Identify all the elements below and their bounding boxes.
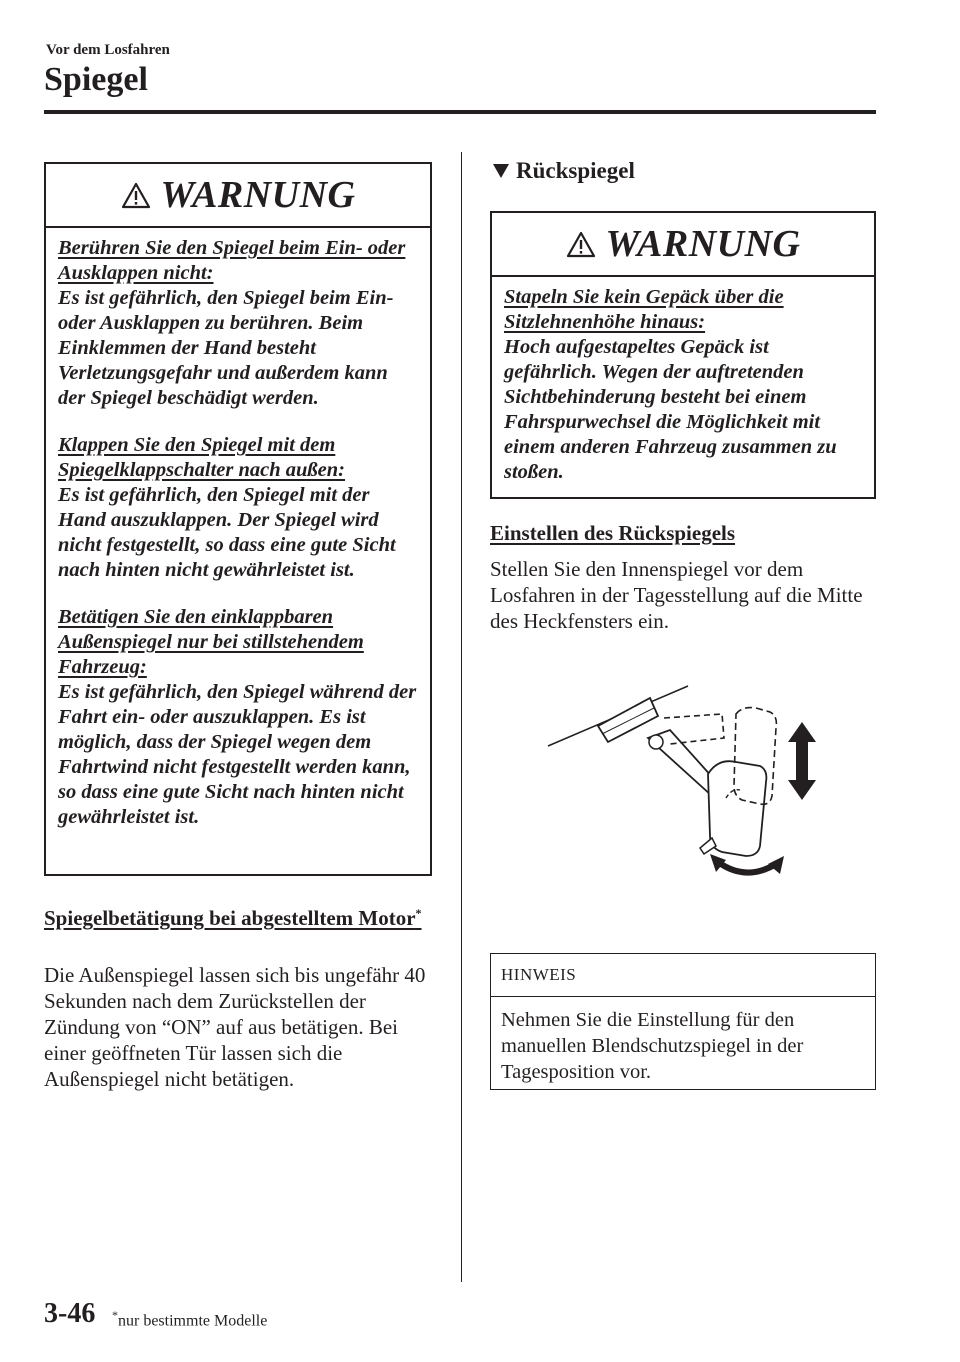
subheading-adjust-mirror: Einstellen des Rückspiegels [490,521,736,545]
note-body: Nehmen Sie die Einstellung für den manuellen Blendschutzspiegel in der Tagesposition vor. [501,1009,804,1083]
warning-header [46,164,430,228]
rearview-mirror-illustration [540,678,830,888]
note-box [490,953,876,1090]
warning-heading: Berühren Sie den Spiegel beim Ein- oder Ausklappen nicht: [58,237,406,284]
model-mark: * [415,906,422,920]
warning-box-left [44,162,432,876]
footnote-mark: * [112,1308,118,1322]
column-divider [461,152,462,1282]
warning-box-right [490,211,876,499]
warning-heading: Klappen Sie den Spiegel mit dem Spiegelklappschalter nach außen: [58,434,346,481]
warning-text: Es ist gefährlich, den Spiegel beim Ein- oder Ausklappen zu berühren. Beim Einklemmen der Hand besteht Verletzungsgefahr und außerdem kann der Spiegel beschädigt werden. [58,287,394,409]
warning-triangle-icon [121,182,151,209]
warning-text: Es ist gefährlich, den Spiegel während der Fahrt ein- oder auszuklappen. Es ist möglich, dass der Spiegel wegen dem Fahrtwind nicht festgestellt werden kann, so dass eine gute Sicht nach hinten nicht gewährleistet ist. [58,681,417,828]
warning-triangle-icon [566,231,596,258]
warning-paragraph [504,285,862,485]
footnote-text: nur bestimmte Modelle [118,1312,268,1330]
warning-label: WARNUNG [160,174,356,216]
section-title [492,158,635,184]
warning-heading: Stapeln Sie kein Gepäck über die Sitzlehnenhöhe hinaus: [504,286,784,333]
warning-body [46,228,430,840]
page-number: 3-46 [44,1298,96,1329]
warning-label: WARNUNG [605,223,801,265]
warning-body [492,277,874,495]
warning-text: Es ist gefährlich, den Spiegel mit der Hand auszuklappen. Der Spiegel wird nicht festgestellt, so dass eine gute Sicht nach hinten nicht gewährleistet ist. [58,484,396,581]
warning-header [492,213,874,277]
warning-heading: Betätigen Sie den einklappbaren Außenspiegel nur bei stillstehendem Fahrzeug: [58,606,364,678]
section-title-text: Rückspiegel [516,158,635,183]
subheading-text: Spiegelbetätigung bei abgestelltem Motor [44,906,416,930]
warning-paragraph [58,236,418,411]
warning-text: Hoch aufgestapeltes Gepäck ist gefährlich. Wegen der auftretenden Sichtbehinderung besteht bei einem Fahrspurwechsel die Möglichkeit mit einem anderen Fahrzeug zusammen zu stoßen. [504,336,837,483]
warning-paragraph [58,433,418,583]
subheading-mirror-operation [44,900,444,931]
note-header: HINWEIS [491,954,875,997]
page-title: Spiegel [44,61,148,98]
warning-paragraph [58,605,418,830]
body-text-right: Stellen Sie den Innenspiegel vor dem Losfahren in der Tagesstellung auf die Mitte des Heckfensters ein. [490,557,863,633]
body-text-left: Die Außenspiegel lassen sich bis ungefähr 40 Sekunden nach dem Zurückstellen der Zündung von “ON” auf aus betätigen. Bei einer geöffneten Tür lassen sich die Außenspiegel nicht betätigen. [44,963,426,1091]
footnote [112,1308,267,1330]
triangle-down-icon [492,162,510,180]
header-rule [44,110,876,114]
breadcrumb: Vor dem Losfahren [46,42,170,58]
